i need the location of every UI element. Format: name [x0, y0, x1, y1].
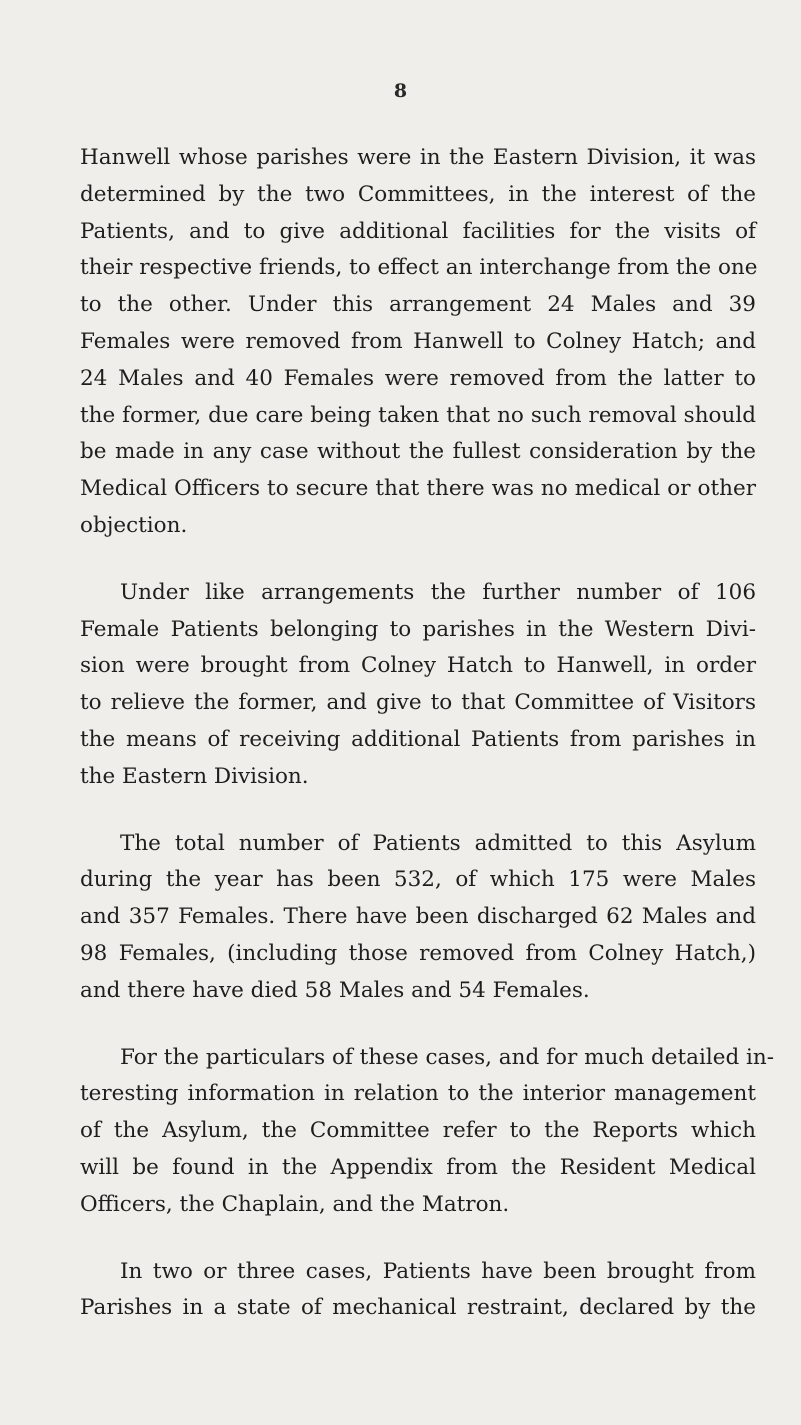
body-text [80, 140, 775, 1357]
text-line: Officers, the Chaplain, and the Matron. [80, 1191, 510, 1217]
text-line: Hanwell whose parishes were in the Eastern Division, it was [80, 145, 756, 170]
text-line: Patients, and to give additional facilities for the visits of [80, 218, 756, 244]
text-line: the former, due care being taken that no such removal should [80, 402, 756, 428]
text-line: the means of receiving additional Patients from parishes in [80, 726, 756, 752]
text-line: determined by the two Committees, in the interest of the [80, 181, 756, 207]
text-line: Female Patients belonging to parishes in the Western Divi- [80, 616, 756, 642]
text-line: Females were removed from Hanwell to Colney Hatch; and [80, 328, 756, 354]
text-line: sion were brought from Colney Hatch to Hanwell, in order [80, 653, 756, 679]
text-line: objection. [80, 512, 188, 538]
text-line: and 357 Females. There have been discharged 62 Males and [80, 904, 756, 930]
text-line: the Eastern Division. [80, 763, 309, 789]
text-line: The total number of Patients admitted to this Asylum [120, 830, 756, 856]
text-line: to the other. Under this arrangement 24 Males and 39 [80, 292, 756, 318]
paragraph-female-patients [80, 575, 756, 796]
paragraph-restraint [80, 1254, 756, 1328]
text-line: their respective friends, to effect an interchange from the one [80, 255, 758, 281]
text-line: of the Asylum, the Committee refer to the Reports which [80, 1118, 756, 1144]
text-line: 98 Females, (including those removed from Colney Hatch,) [80, 940, 756, 966]
text-line: For the particulars of these cases, and for much detailed in- [120, 1044, 775, 1070]
paragraph-admissions [80, 826, 756, 1010]
text-line: Parishes in a state of mechanical restraint, declared by the [80, 1295, 756, 1321]
text-line: and there have died 58 Males and 54 Females. [80, 977, 590, 1003]
text-line: will be found in the Appendix from the Resident Medical [80, 1154, 756, 1180]
text-line: to relieve the former, and give to that Committee of Visitors [80, 690, 756, 716]
text-line: during the year has been 532, of which 175 were Males [80, 867, 756, 893]
text-line: Medical Officers to secure that there was no medical or other [80, 476, 756, 502]
text-line: 24 Males and 40 Females were removed from the latter to [80, 365, 756, 391]
paragraph-reports [80, 1040, 775, 1224]
text-line: teresting information in relation to the interior management [80, 1081, 756, 1107]
page-number: 8 [393, 80, 408, 102]
text-line: be made in any case without the fullest consideration by the [80, 439, 756, 465]
text-line: In two or three cases, Patients have been brought from [120, 1258, 756, 1284]
text-line: Under like arrangements the further number of 106 [120, 579, 756, 605]
paragraph-interchange [80, 140, 756, 545]
